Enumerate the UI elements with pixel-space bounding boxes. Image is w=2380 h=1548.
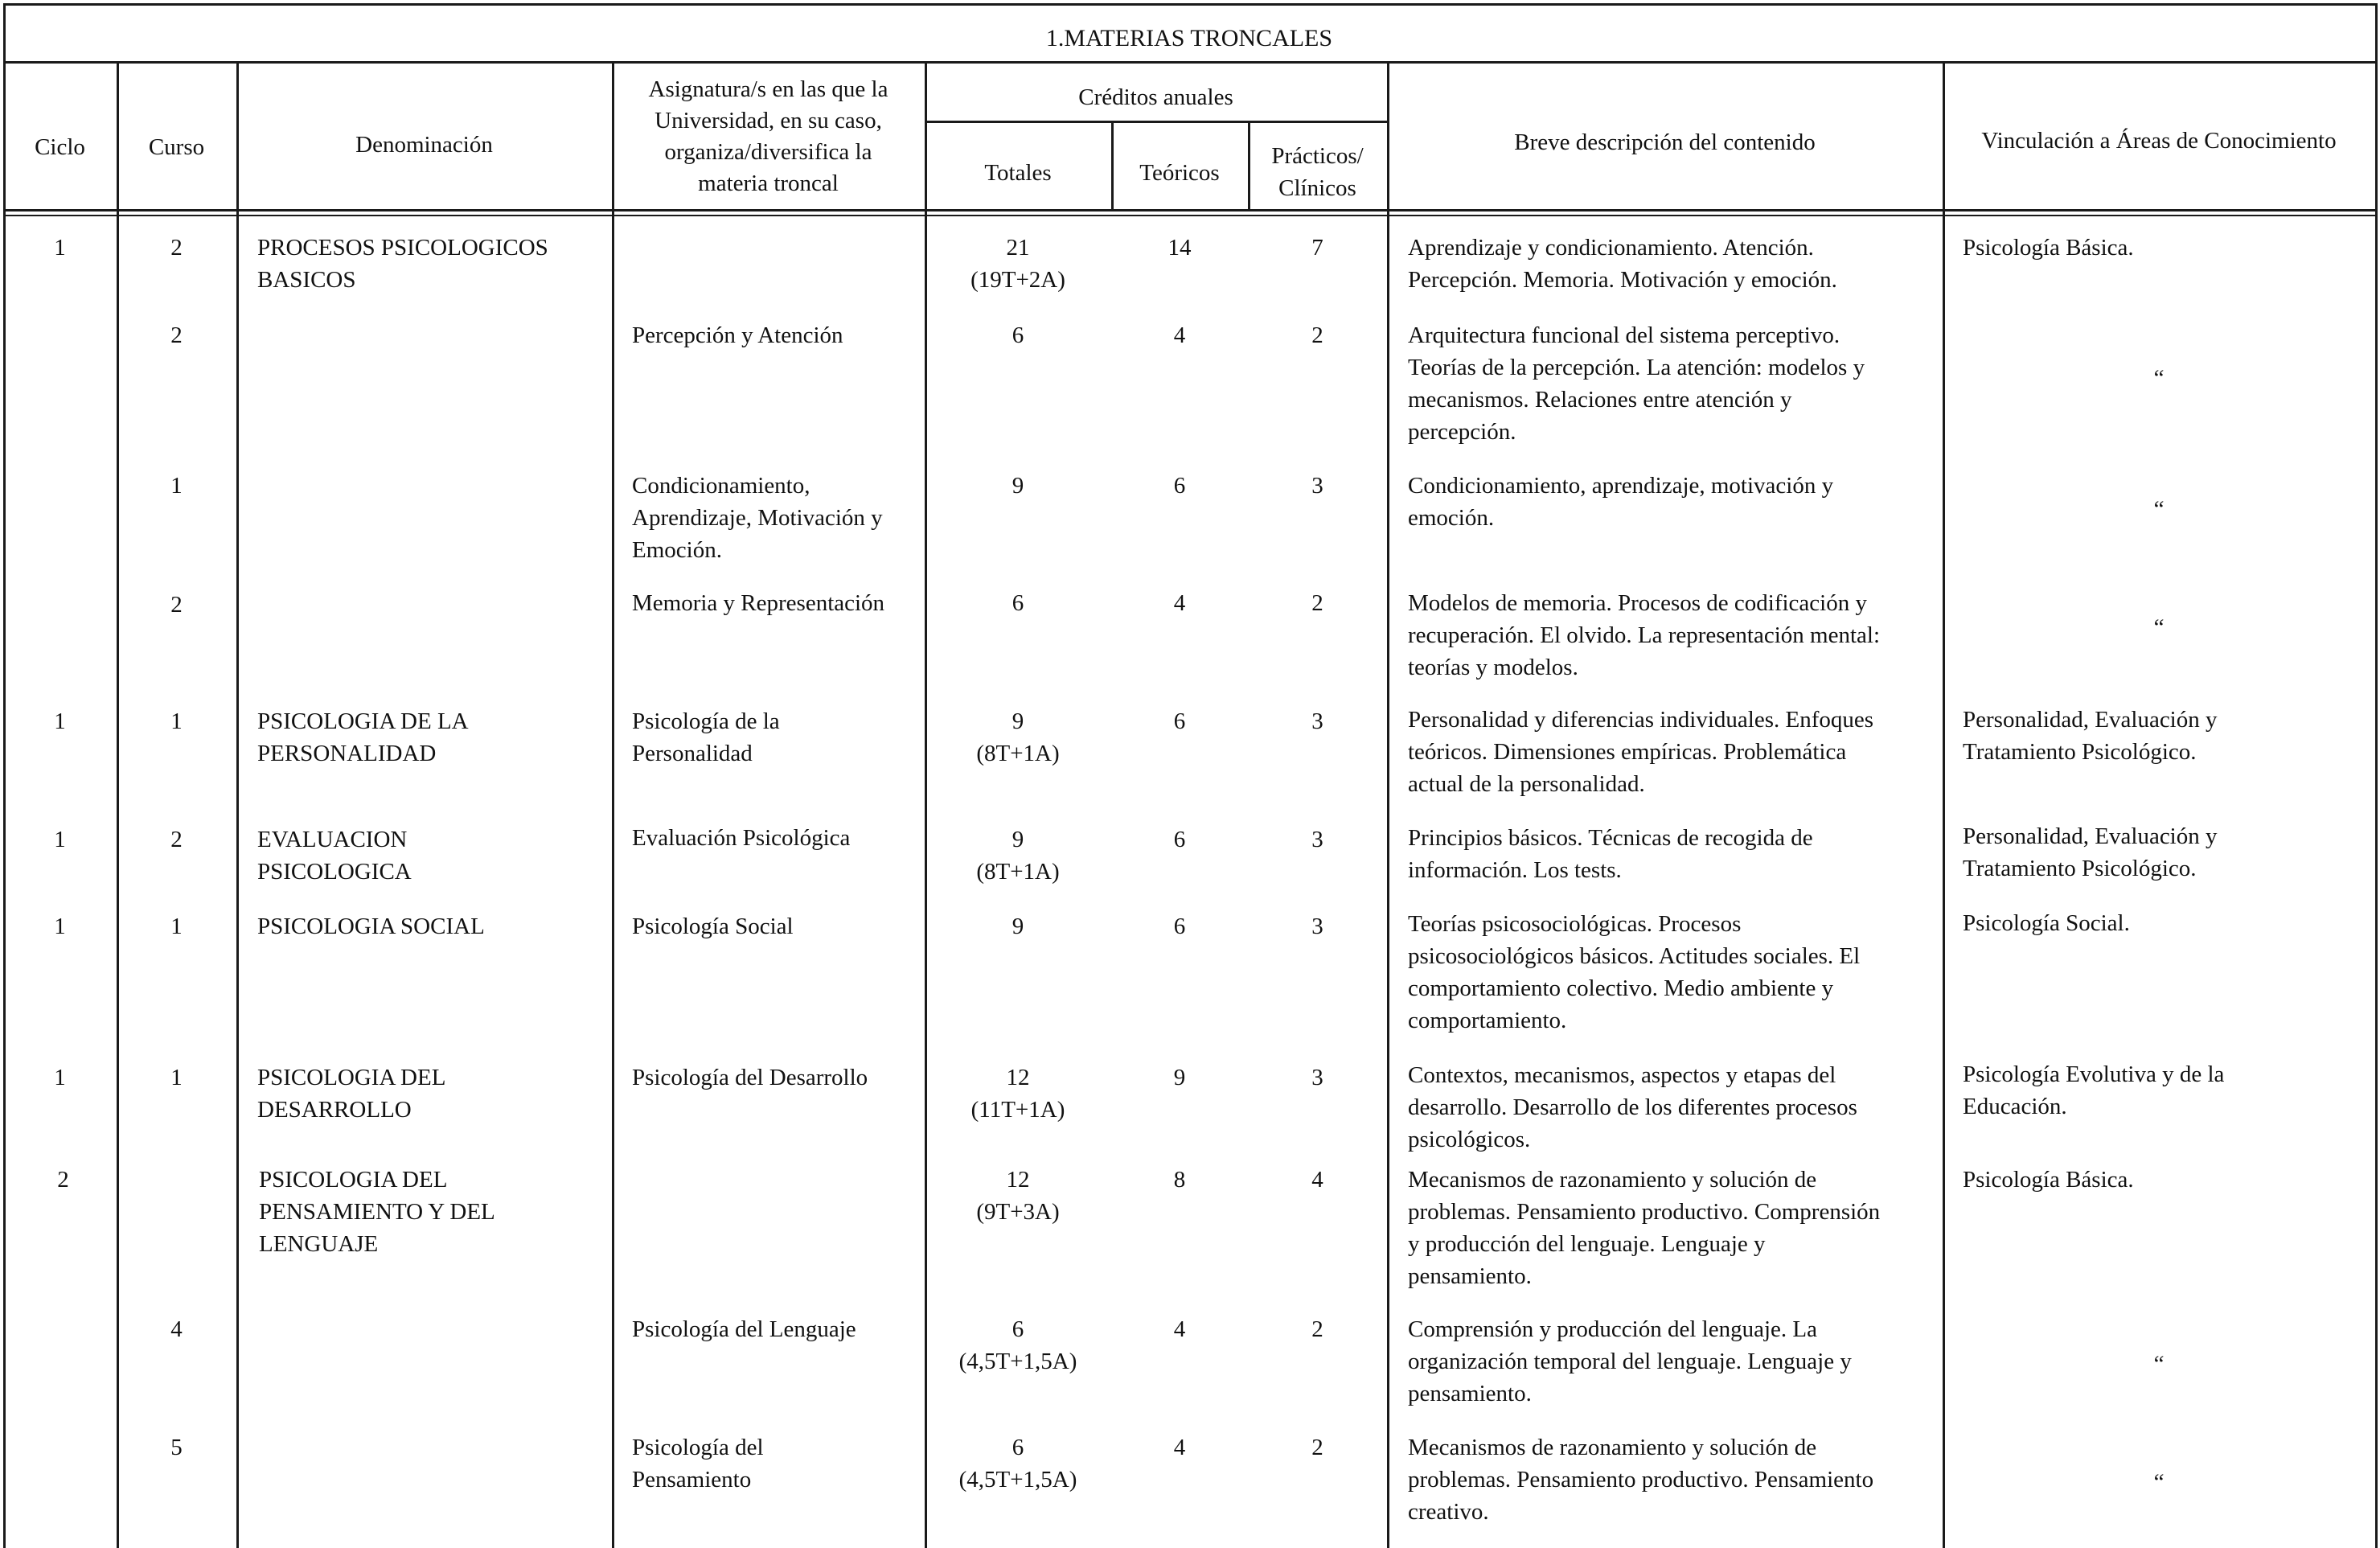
row-5-practicos: 3 [1311,708,1323,734]
row-8-teoricos: 9 [1173,1065,1186,1090]
row-4-practicos: 2 [1311,590,1323,616]
row-6-vinculacion: Personalidad, Evaluación y Tratamiento Psicológico. [1963,823,2218,881]
row-11-totales: 6 (4,5T+1,5A) [958,1435,1077,1493]
row-5-curso: 1 [170,708,183,734]
row-6-teoricos: 6 [1173,827,1186,852]
row-4-asignatura: Memoria y Representación [632,590,885,616]
row-2-curso: 2 [170,322,183,348]
row-6-totales: 9 (8T+1A) [976,827,1060,885]
row-2-asignatura: Percepción y Atención [632,322,843,348]
header-denominacion: Denominación [355,132,493,158]
row-1-totales: 21 (19T+2A) [970,235,1065,293]
table-border-right [2375,3,2378,1548]
row-6-denominacion: EVALUACION PSICOLOGICA [257,827,412,885]
table-border-top [3,3,2377,6]
row-3-descripcion: Condicionamiento, aprendizaje, motivación y emoción. [1408,473,1834,531]
row-9-vinculacion: Psicología Básica. [1963,1167,2134,1193]
row-8-ciclo: 1 [54,1065,66,1090]
row-10-curso: 4 [170,1316,183,1342]
header-descripcion: Breve descripción del contenido [1514,129,1816,155]
row-9-descripcion: Mecanismos de razonamiento y solución de problemas. Pensamiento productivo. Comprensión y producción del lenguaje. Lenguaje y pensamiento. [1408,1167,1881,1289]
row-6-asignatura: Evaluación Psicológica [632,825,851,851]
row-4-curso: 2 [170,592,183,618]
row-10-vinculacion: “ [2153,1351,2165,1377]
row-3-totales: 9 [1012,473,1024,499]
row-8-totales: 12 (11T+1A) [970,1065,1065,1123]
row-7-totales: 9 [1012,914,1024,939]
col-divider-denominacion [612,61,614,1548]
header-practicos: Prácticos/ Clínicos [1271,143,1364,201]
row-7-practicos: 3 [1311,914,1323,939]
row-10-teoricos: 4 [1173,1316,1186,1342]
row-10-totales: 6 (4,5T+1,5A) [958,1316,1077,1374]
row-7-curso: 1 [170,914,183,939]
row-7-denominacion: PSICOLOGIA SOCIAL [257,914,485,939]
col-divider-descripcion [1943,61,1945,1548]
row-11-teoricos: 4 [1173,1435,1186,1460]
row-1-ciclo: 1 [54,235,66,261]
row-3-teoricos: 6 [1173,473,1186,499]
creditos-divider [925,121,1387,123]
row-1-vinculacion: Psicología Básica. [1963,235,2134,261]
row-1-teoricos: 14 [1167,235,1192,261]
header-creditos: Créditos anuales [1078,84,1233,110]
row-5-ciclo: 1 [54,708,66,734]
row-6-curso: 2 [170,827,183,852]
row-2-vinculacion: “ [2153,365,2165,391]
row-6-descripcion: Principios básicos. Técnicas de recogida de información. Los tests. [1408,825,1813,883]
row-5-denominacion: PSICOLOGIA DE LA PERSONALIDAD [257,708,469,766]
row-9-denominacion: PSICOLOGIA DEL PENSAMIENTO Y DEL LENGUAJE [259,1167,495,1257]
row-11-descripcion: Mecanismos de razonamiento y solución de problemas. Pensamiento productivo. Pensamiento creativo. [1408,1435,1874,1525]
col-divider-curso [236,61,239,1548]
row-11-asignatura: Psicología del Pensamiento [632,1435,764,1493]
row-11-curso: 5 [170,1435,183,1460]
header-curso: Curso [148,134,205,160]
row-8-descripcion: Contextos, mecanismos, aspectos y etapas del desarrollo. Desarrollo de los diferentes procesos psicológicos. [1408,1062,1857,1152]
row-8-curso: 1 [170,1065,183,1090]
row-2-teoricos: 4 [1173,322,1186,348]
row-11-practicos: 2 [1311,1435,1323,1460]
row-3-practicos: 3 [1311,473,1323,499]
row-9-practicos: 4 [1311,1167,1323,1193]
row-6-practicos: 3 [1311,827,1323,852]
row-7-descripcion: Teorías psicosociológicas. Procesos psicosociológicos básicos. Actitudes sociales. El comportamiento colectivo. Medio ambiente y comportamiento. [1408,911,1861,1033]
row-3-curso: 1 [170,473,183,499]
row-7-vinculacion: Psicología Social. [1963,910,2130,936]
row-5-totales: 9 (8T+1A) [976,708,1060,766]
row-4-teoricos: 4 [1173,590,1186,616]
row-7-teoricos: 6 [1173,914,1186,939]
row-7-ciclo: 1 [54,914,66,939]
row-6-ciclo: 1 [54,827,66,852]
row-4-totales: 6 [1012,590,1024,616]
row-5-asignatura: Psicología de la Personalidad [632,708,780,766]
title-divider [3,61,2377,64]
header-teoricos: Teóricos [1139,160,1220,186]
row-5-descripcion: Personalidad y diferencias individuales. Enfoques teóricos. Dimensiones empíricas. Problemática actual de la personalidad. [1408,707,1874,797]
row-4-vinculacion: “ [2153,614,2165,640]
header-divider [3,209,2377,211]
section-title: 1.MATERIAS TRONCALES [1045,25,1333,51]
row-3-asignatura: Condicionamiento, Aprendizaje, Motivación y Emoción. [632,473,883,563]
row-10-asignatura: Psicología del Lenguaje [632,1316,856,1342]
row-3-vinculacion: “ [2153,496,2165,522]
row-8-vinculacion: Psicología Evolutiva y de la Educación. [1963,1061,2225,1119]
row-1-descripcion: Aprendizaje y condicionamiento. Atención. Percepción. Memoria. Motivación y emoción. [1408,235,1837,293]
row-10-descripcion: Comprensión y producción del lenguaje. La organización temporal del lenguaje. Lenguaje y pensamiento. [1408,1316,1852,1406]
row-2-descripcion: Arquitectura funcional del sistema perceptivo. Teorías de la percepción. La atención: modelos y mecanismos. Relaciones entre atención y percepción. [1408,322,1865,445]
row-4-descripcion: Modelos de memoria. Procesos de codificación y recuperación. El olvido. La representación mental: teorías y modelos. [1408,590,1880,680]
row-10-practicos: 2 [1311,1316,1323,1342]
header-vinculacion: Vinculación a Áreas de Conocimiento [1981,128,2337,154]
header-ciclo: Ciclo [35,134,85,160]
row-1-denominacion: PROCESOS PSICOLOGICOS BASICOS [257,235,548,293]
header-asignaturas: Asignatura/s en las que la Universidad, en su caso, organiza/diversifica la materia troncal [648,76,888,196]
row-9-teoricos: 8 [1173,1167,1186,1193]
row-8-asignatura: Psicología del Desarrollo [632,1065,868,1090]
row-1-curso: 2 [170,235,183,261]
header-divider-double [3,215,2377,216]
col-divider-creditos [1387,61,1389,1548]
row-11-vinculacion: “ [2153,1469,2165,1495]
row-9-ciclo: 2 [57,1167,69,1193]
row-8-denominacion: PSICOLOGIA DEL DESARROLLO [257,1065,446,1123]
row-9-totales: 12 (9T+3A) [976,1167,1060,1225]
header-totales: Totales [984,160,1052,186]
row-2-totales: 6 [1012,322,1024,348]
row-8-practicos: 3 [1311,1065,1323,1090]
row-5-teoricos: 6 [1173,708,1186,734]
row-7-asignatura: Psicología Social [632,914,794,939]
row-2-practicos: 2 [1311,322,1323,348]
row-1-practicos: 7 [1311,235,1323,261]
row-5-vinculacion: Personalidad, Evaluación y Tratamiento Psicológico. [1963,707,2218,765]
